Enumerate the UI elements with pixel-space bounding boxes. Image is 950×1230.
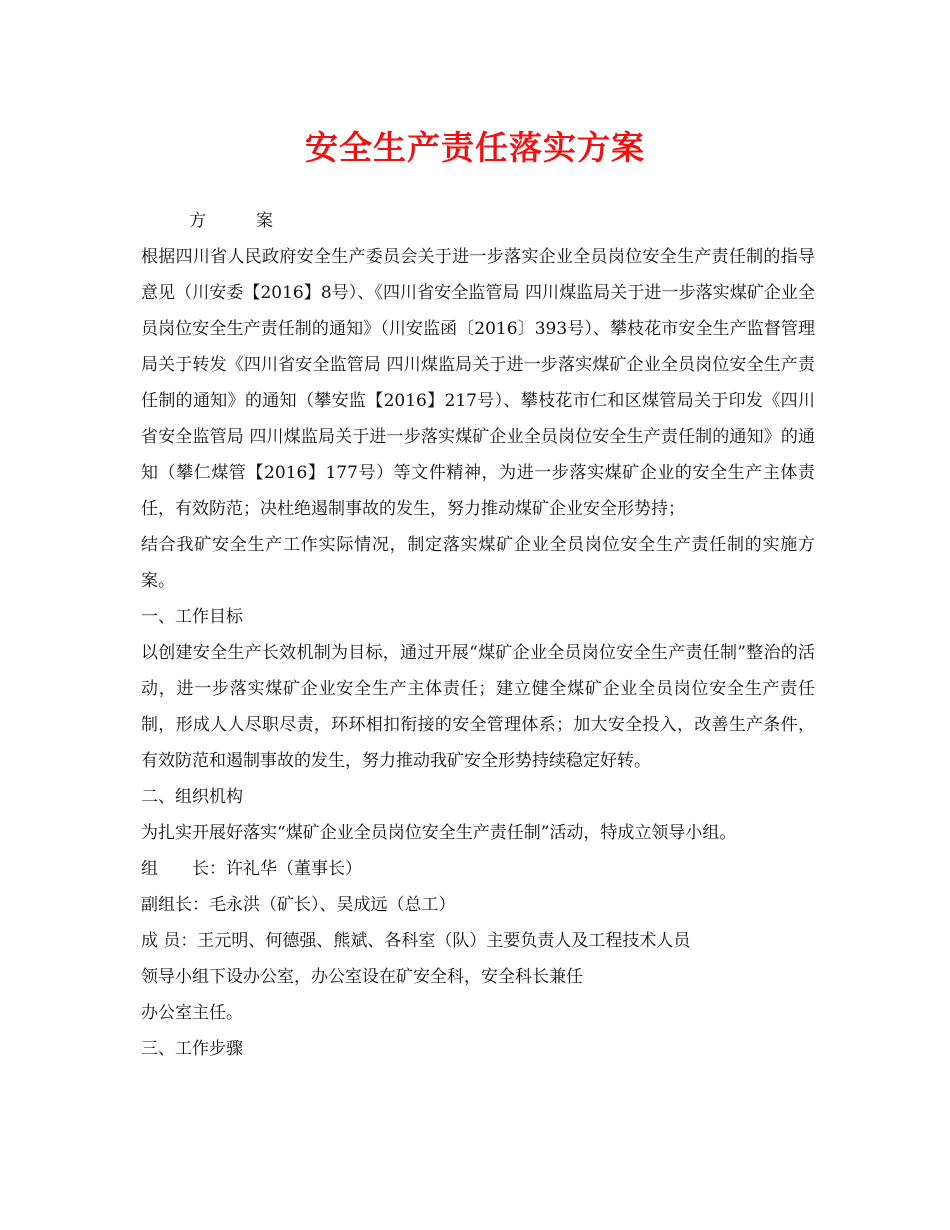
document-title: 安全生产责任落实方案	[305, 128, 645, 167]
paragraph-organization: 为扎实开展好落实“煤矿企业全员岗位安全生产责任制”活动，特成立领导小组。	[141, 823, 737, 843]
paragraph-combine: 结合我矿安全生产工作实际情况，制定落实煤矿企业全员岗位安全生产责任制的实施方案。	[141, 535, 815, 591]
office-director: 办公室主任。	[141, 1003, 243, 1023]
document-body	[141, 203, 815, 1067]
section-heading-organization: 二、组织机构	[141, 787, 243, 807]
deputy-leader: 副组长：毛永洪（矿长）、吴成远（总工）	[141, 895, 456, 915]
subheading-char-1: 方	[189, 211, 206, 231]
section-heading-steps: 三、工作步骤	[141, 1039, 243, 1059]
office-setup: 领导小组下设办公室，办公室设在矿安全科，安全科长兼任	[141, 967, 583, 987]
paragraph-basis: 根据四川省人民政府安全生产委员会关于进一步落实企业全员岗位安全生产责任制的指导意见（川安委【2016】8号）、《四川省安全监管局 四川煤监局关于进一步落实煤矿企业全员岗位安全生产责任制的通知》（川安监函〔2016〕393号）、攀枝花市安全生产监督管理局关于转发《四川省安全监管局 四川煤监局关于进一步落实煤矿企业全员岗位安全生产责任制的通知》的通知（攀安监【2016】217号）、攀枝花市仁和区煤管局关于印发《四川省安全监管局 四川煤监局关于进一步落实煤矿企业全员岗位安全生产责任制的通知》的通知（攀仁煤管【2016】177号）等文件精神，为进一步落实煤矿企业的安全生产主体责任，有效防范；决杜绝遏制事故的发生，努力推动煤矿企业安全形势持；	[141, 247, 815, 519]
paragraph-goal: 以创建安全生产长效机制为目标，通过开展“煤矿企业全员岗位安全生产责任制”整治的活动，进一步落实煤矿企业安全生产主体责任；建立健全煤矿企业全员岗位安全生产责任制，形成人人尽职尽责，环环相扣衔接的安全管理体系；加大安全投入，改善生产条件，有效防范和遏制事故的发生，努力推动我矿安全形势持续稳定好转。	[141, 643, 815, 771]
section-heading-goal: 一、工作目标	[141, 607, 243, 627]
subheading-char-2: 案	[256, 211, 273, 231]
members: 成 员：王元明、何德强、熊斌、各科室（队）主要负责人及工程技术人员	[141, 931, 691, 951]
subheading	[141, 203, 815, 239]
group-leader: 组 长：许礼华（董事长）	[141, 859, 362, 879]
